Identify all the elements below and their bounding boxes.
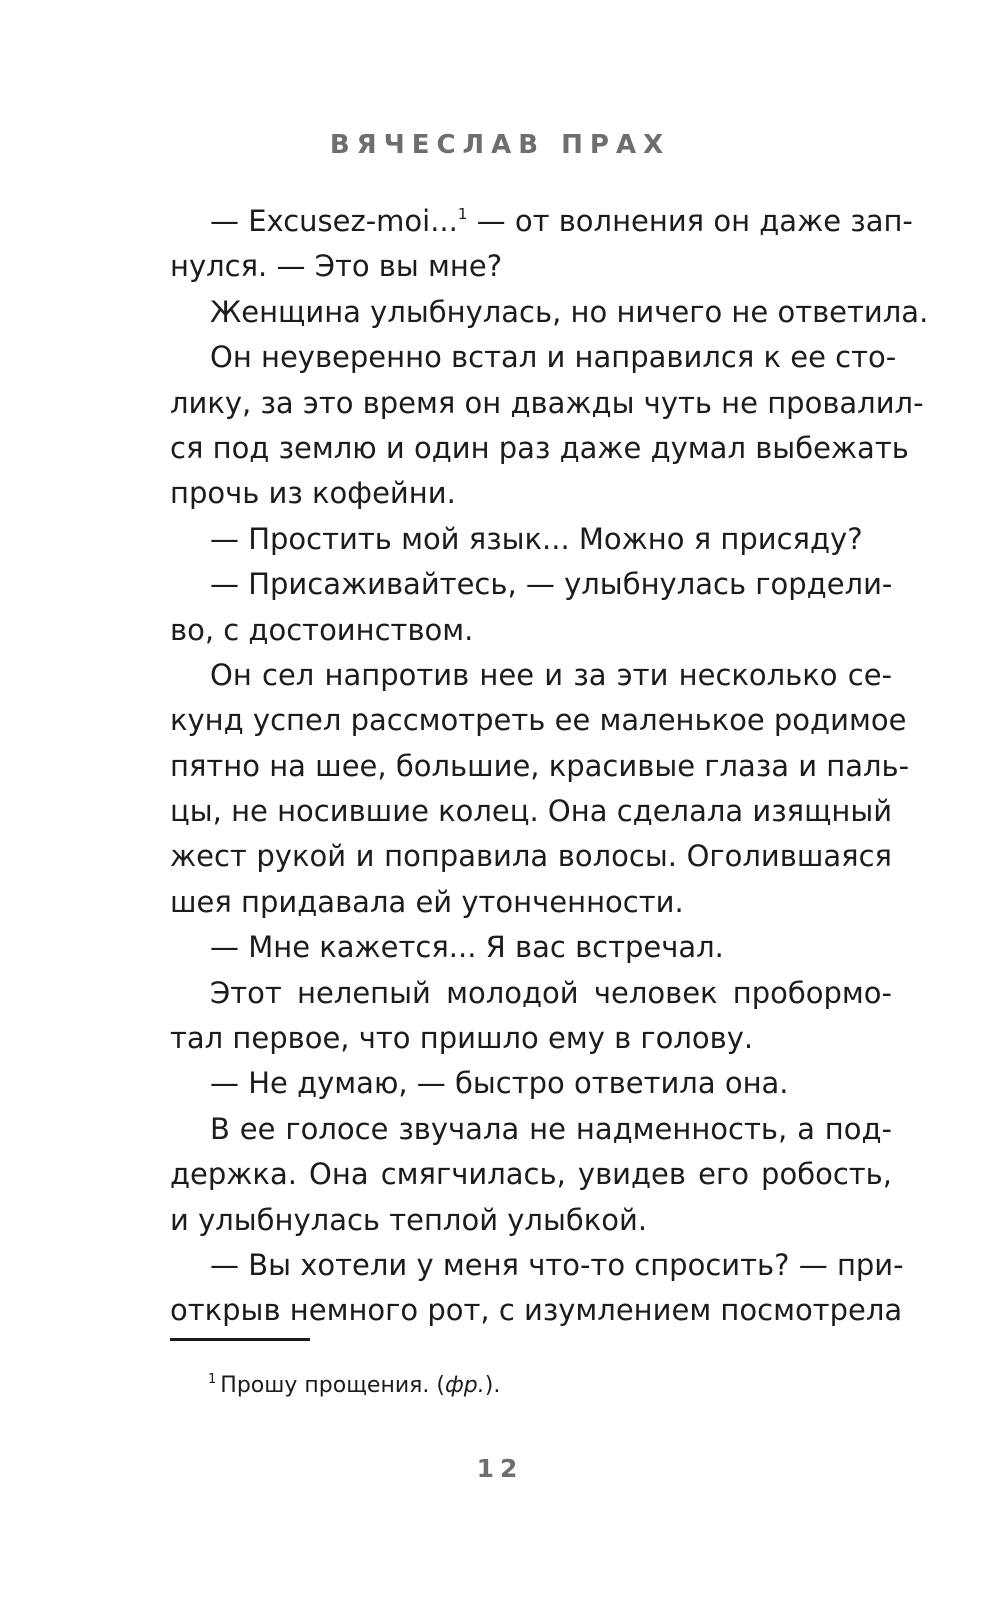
text-line: цы, не носившие колец. Она сделала изящный bbox=[170, 794, 893, 829]
text-line: — Присаживайтесь, — улыбнулась гордели- bbox=[210, 567, 893, 602]
text-line: В ее голосе звучала не надменность, а под- bbox=[210, 1111, 892, 1146]
text-line: шея придавала ей утонченности. bbox=[170, 884, 684, 919]
text-line: держка. Она смягчилась, увидев его робость, bbox=[170, 1157, 892, 1192]
footnote-reference: 1 bbox=[457, 205, 468, 223]
body-text bbox=[170, 199, 929, 1334]
text-line: — Вы хотели у меня что-то спросить? — при- bbox=[210, 1247, 904, 1282]
text-line: лику, за это время он дважды чуть не провалил- bbox=[170, 385, 924, 420]
footnote-language: фр. bbox=[444, 1373, 485, 1398]
page-number: 12 bbox=[476, 1454, 524, 1483]
text-line: Он сел напротив нее и за эти несколько се- bbox=[210, 657, 892, 692]
footnote-marker: 1 bbox=[208, 1372, 217, 1387]
text-line: — Мне кажется... Я вас встречал. bbox=[210, 930, 724, 965]
text-line: Женщина улыбнулась, но ничего не ответила. bbox=[210, 294, 929, 329]
text-line: открыв немного рот, с изумлением посмотрела bbox=[170, 1293, 903, 1328]
footnote-tail: ). bbox=[484, 1373, 501, 1398]
text-line: ся под землю и один раз даже думал выбежать bbox=[170, 430, 909, 465]
text-line: прочь из кофейни. bbox=[170, 476, 456, 511]
text-line: тал первое, что пришло ему в голову. bbox=[170, 1021, 754, 1056]
running-head-author: ВЯЧЕСЛАВ ПРАХ bbox=[329, 130, 671, 160]
text-line: — Excusez-moi...$^1$ — от волнения он даже зап- bbox=[210, 204, 913, 238]
footnote bbox=[208, 1372, 500, 1400]
text-line: кунд успел рассмотреть ее маленькое родимое bbox=[170, 703, 907, 738]
text-line: во, с достоинством. bbox=[170, 612, 474, 647]
text-line: нулся. — Это вы мне? bbox=[170, 249, 503, 284]
text-line: — Простить мой язык... Можно я присяду? bbox=[210, 521, 863, 556]
text-line: жест рукой и поправила волосы. Оголившаяся bbox=[170, 839, 892, 874]
text-line: — Не думаю, — быстро ответила она. bbox=[210, 1066, 789, 1101]
footnote-text: Прошу прощения. ( bbox=[220, 1373, 445, 1398]
text-line: пятно на шее, большие, красивые глаза и паль- bbox=[170, 748, 910, 783]
text-line: и улыбнулась теплой улыбкой. bbox=[170, 1202, 648, 1237]
text-line: Он неуверенно встал и направился к ее сто- bbox=[210, 340, 897, 375]
text-line: Этот нелепый молодой человек пробормо- bbox=[210, 975, 892, 1010]
footnote-separator bbox=[170, 1338, 310, 1341]
